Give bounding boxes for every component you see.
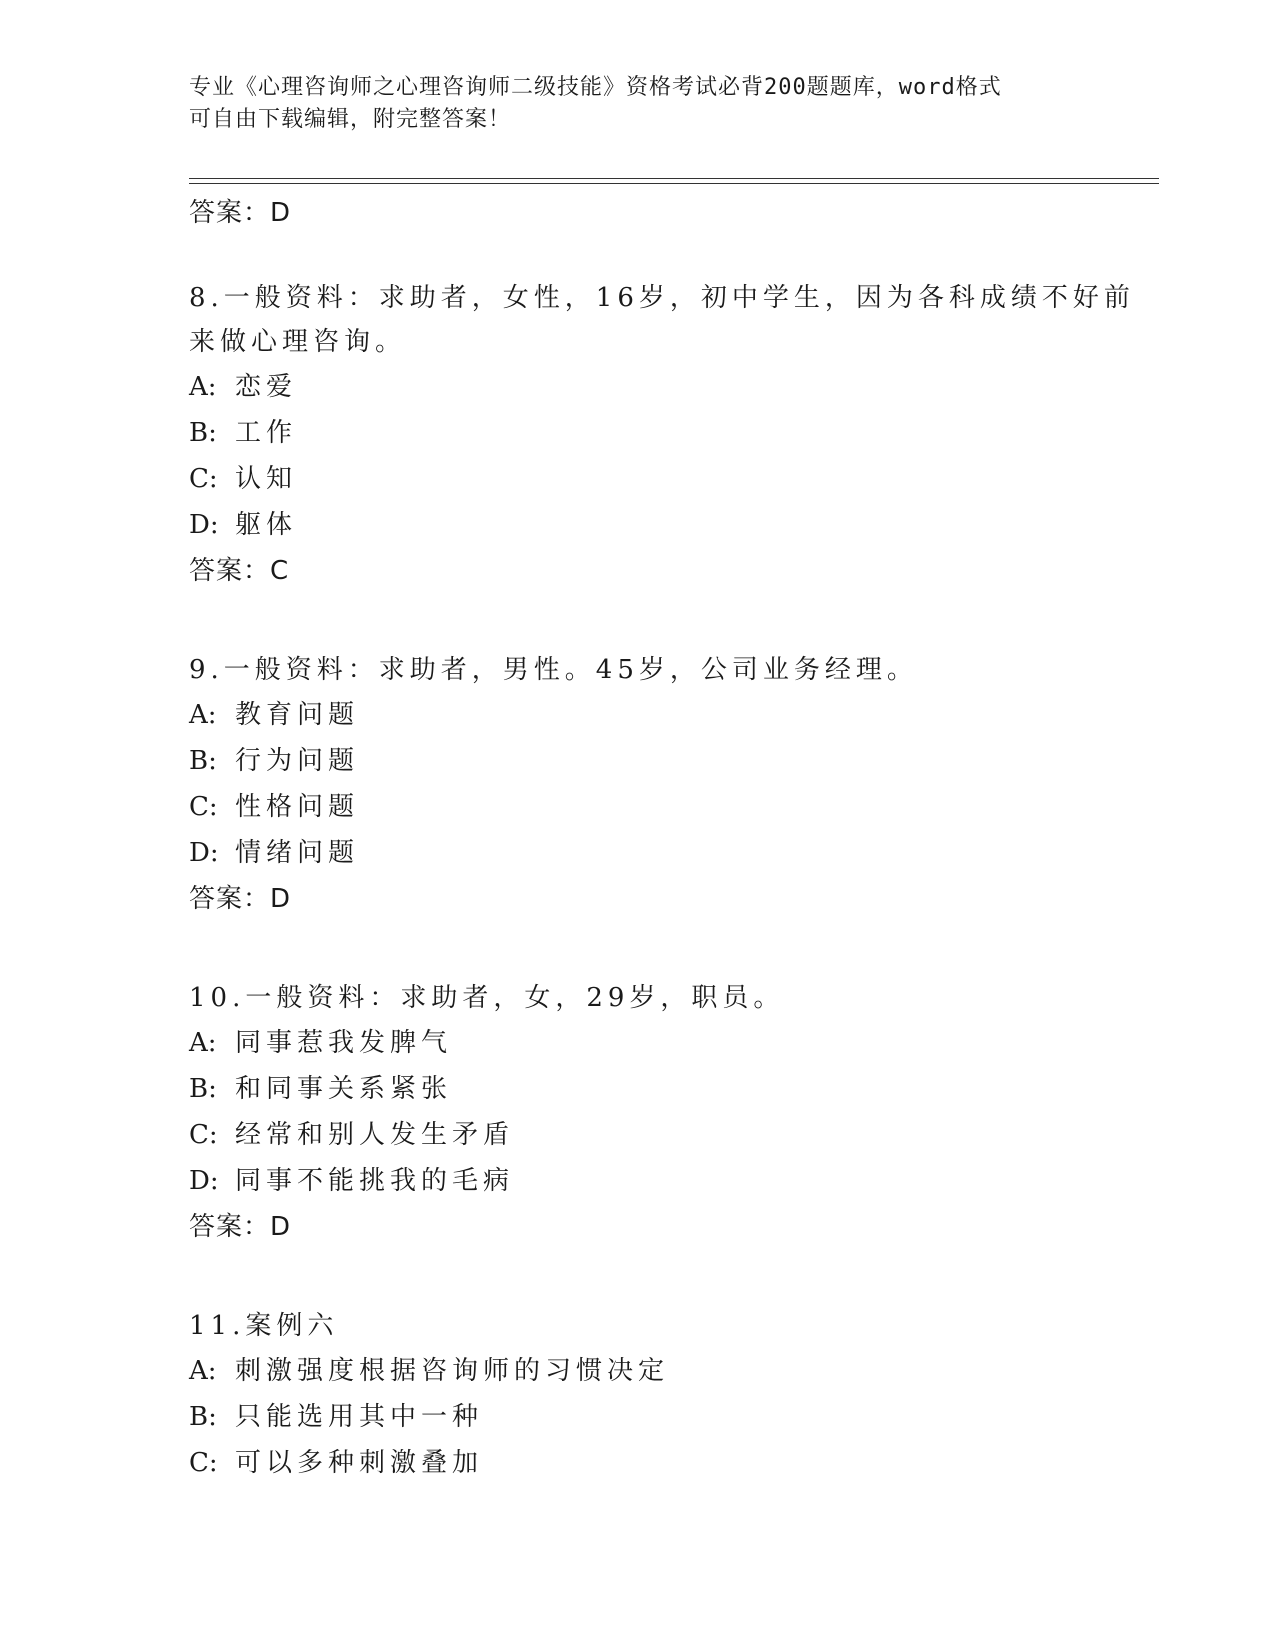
option-b: [189, 1066, 1089, 1112]
option-letter: A:: [189, 372, 217, 402]
header-line-1: 专业《心理咨询师之心理咨询师二级技能》资格考试必背200题题库，word格式: [189, 75, 1002, 100]
option-letter: D:: [189, 510, 219, 540]
option-text: 和同事关系紧张: [235, 1074, 453, 1104]
option-a: [189, 692, 1089, 738]
question-stem: [189, 276, 1135, 364]
option-text: 性格问题: [235, 792, 360, 822]
option-text: 行为问题: [235, 746, 360, 776]
header-rule-top: [189, 178, 1159, 179]
option-b: [189, 738, 1089, 784]
option-b: [189, 1394, 1089, 1440]
question-stem-line: 8.一般资料：求助者，女性，16岁，初中学生，因为各科成绩不好前: [189, 283, 1135, 313]
option-letter: B:: [189, 1074, 217, 1104]
question-stem-line: 10.一般资料：求助者，女，29岁，职员。: [189, 983, 785, 1013]
option-letter: B:: [189, 1402, 217, 1432]
question-stem: [189, 648, 1089, 692]
option-letter: B:: [189, 746, 217, 776]
option-letter: A:: [189, 1028, 217, 1058]
option-letter: C:: [189, 464, 218, 494]
option-text: 认知: [235, 464, 298, 494]
option-text: 可以多种刺激叠加: [235, 1448, 484, 1478]
option-c: [189, 456, 1089, 502]
option-letter: D:: [189, 1166, 219, 1196]
option-letter: C:: [189, 1120, 218, 1150]
option-text: 工作: [235, 418, 298, 448]
option-letter: C:: [189, 1448, 218, 1478]
option-text: 躯体: [235, 510, 298, 540]
question-stem-line: 9.一般资料：求助者，男性。45岁，公司业务经理。: [189, 655, 918, 685]
option-letter: A:: [189, 700, 217, 730]
question-item: [189, 1304, 1089, 1486]
option-letter: C:: [189, 792, 218, 822]
option-text: 只能选用其中一种: [235, 1402, 484, 1432]
answer-line: 答案：D: [189, 198, 292, 228]
option-text: 刺激强度根据咨询师的习惯决定: [235, 1356, 670, 1386]
option-text: 情绪问题: [235, 838, 360, 868]
option-a: [189, 364, 1089, 410]
question-item: [189, 648, 1089, 922]
option-text: 恋爱: [235, 372, 298, 402]
option-c: [189, 1112, 1089, 1158]
question-stem: [189, 1304, 1089, 1348]
option-d: [189, 502, 1089, 548]
option-d: [189, 1158, 1089, 1204]
question-stem-line: 来做心理咨询。: [189, 327, 407, 357]
option-text: 经常和别人发生矛盾: [235, 1120, 515, 1150]
document-header: [189, 72, 1089, 136]
header-rule-bottom: [189, 183, 1159, 184]
question-stem-line: 11.案例六: [189, 1311, 339, 1341]
option-a: [189, 1348, 1089, 1394]
answer-line: 答案：D: [189, 884, 292, 914]
question-list: [189, 190, 1135, 1486]
option-letter: B:: [189, 418, 217, 448]
option-text: 教育问题: [235, 700, 360, 730]
question-item: [189, 976, 1089, 1250]
header-line-2: 可自由下载编辑，附完整答案！: [189, 107, 512, 132]
option-c: [189, 784, 1089, 830]
question-stem: [189, 976, 1089, 1020]
answer-line: 答案：D: [189, 1212, 292, 1242]
option-d: [189, 830, 1089, 876]
option-text: 同事不能挑我的毛病: [235, 1166, 515, 1196]
question-item: [189, 276, 1135, 594]
option-letter: A:: [189, 1356, 217, 1386]
option-text: 同事惹我发脾气: [235, 1028, 453, 1058]
option-b: [189, 410, 1089, 456]
option-c: [189, 1440, 1089, 1486]
answer-line: 答案：C: [189, 556, 290, 586]
option-a: [189, 1020, 1089, 1066]
option-letter: D:: [189, 838, 219, 868]
